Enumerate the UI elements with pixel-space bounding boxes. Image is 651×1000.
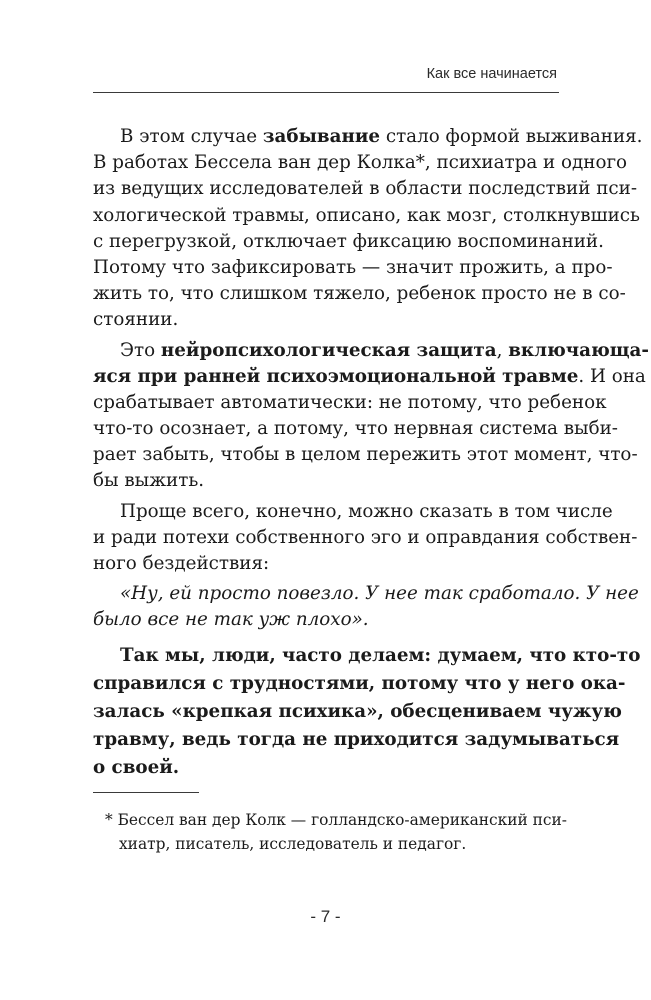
- text-line: ного бездействия:: [93, 553, 270, 574]
- text-line: бы выжить.: [93, 470, 205, 492]
- text-line: с перегрузкой, отключает фиксацию воспоминаний.: [93, 230, 604, 252]
- quote-paragraph: [93, 581, 639, 633]
- bold-paragraph: [93, 642, 641, 782]
- text-line: Потому что зафиксировать — значит прожить, а про-: [93, 256, 613, 278]
- text-line: Так мы, люди, часто делаем: думаем, что кто-то: [120, 644, 641, 666]
- text-run: стало формой выживания.: [380, 126, 643, 147]
- paragraph-1: [93, 124, 643, 334]
- text-run: Это: [120, 339, 161, 361]
- text-line: «Ну, ей просто повезло. У нее так сработало. У нее: [120, 583, 639, 605]
- text-line: хиатр, писатель, исследователь и педагог.: [119, 835, 467, 853]
- paragraph-2: [93, 338, 649, 495]
- text-line: В работах Бессела ван дер Колка*, психиатра и одного: [93, 152, 628, 174]
- bold-term: включающа-: [508, 339, 649, 361]
- text-line: [93, 124, 643, 150]
- text-line: [93, 364, 646, 390]
- footnote-divider: [93, 792, 199, 793]
- text-line: из ведущих исследователей в области последствий пси-: [93, 178, 638, 200]
- page-body: [93, 124, 649, 782]
- text-line: о своей.: [93, 756, 180, 778]
- text-line: Проще всего, конечно, можно сказать в том числе: [120, 500, 613, 522]
- page-number: - 7 -: [310, 907, 341, 926]
- text-line: [93, 338, 649, 364]
- text-line: рает забыть, чтобы в целом пережить этот момент, что-: [93, 444, 638, 466]
- text-run: ,: [496, 339, 509, 361]
- text-line: срабатывает автоматически: не потому, что ребенок: [93, 391, 607, 413]
- text-run: . И она: [578, 365, 646, 387]
- text-line: хологической травмы, описано, как мозг, столкнувшись: [93, 204, 640, 226]
- running-title: Как все начинается: [426, 66, 557, 82]
- text-line: * Бессел ван дер Колк — голландско-американский пси-: [105, 811, 567, 829]
- bold-term: забывание: [262, 126, 381, 147]
- running-header: [93, 64, 559, 93]
- text-line: было все не так уж плохо».: [93, 609, 369, 631]
- bold-term: нейропсихологическая защита: [160, 339, 497, 361]
- text-line: и ради потехи собственного эго и оправдания собствен-: [93, 526, 638, 548]
- text-line: что-то осознает, а потому, что нервная система выби-: [93, 418, 618, 440]
- paragraph-3: [93, 499, 638, 578]
- footnote: [93, 808, 567, 856]
- text-run: В этом случае: [120, 126, 263, 147]
- text-line: жить то, что слишком тяжело, ребенок просто не в со-: [93, 283, 626, 305]
- text-line: травму, ведь тогда не приходится задумываться: [93, 728, 620, 750]
- text-line: залась «крепкая психика», обесцениваем чужую: [93, 700, 622, 722]
- bold-term: яся при ранней психоэмоциональной травме: [93, 365, 579, 387]
- text-line: справился с трудностями, потому что у него ока-: [93, 672, 626, 694]
- text-line: стоянии.: [93, 309, 179, 331]
